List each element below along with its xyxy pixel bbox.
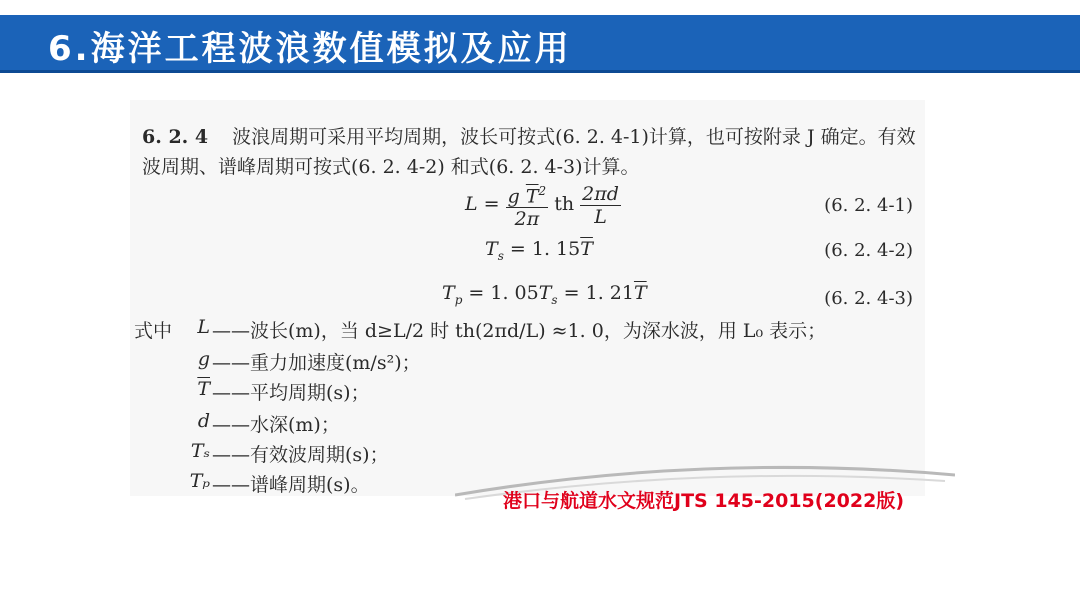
def-text-g: ——重力加速度(m/s²)； <box>212 352 421 374</box>
source-caption: 港口与航道水文规范JTS 145-2015(2022版) <box>503 490 905 512</box>
def-symbol-g: g <box>197 348 210 370</box>
scanned-document <box>130 100 925 496</box>
slide-title: 6.海洋工程波浪数值模拟及应用 <box>48 29 572 69</box>
equation-2: $T_s = 1$. $15\overline{T}$ <box>485 238 593 263</box>
eq1-fraction-2 <box>580 183 621 228</box>
paragraph-line-2: 波周期、谱峰周期可按式(6. 2. 4-2) 和式(6. 2. 4-3)计算。 <box>142 156 640 178</box>
clause-number: 6. 2. 4 <box>142 126 209 148</box>
eq1-num2: 2πd <box>582 182 619 205</box>
equation-2-number: (6. 2. 4-2) <box>824 240 913 261</box>
eq2-text: = 1. 15 <box>509 238 581 260</box>
where-label: 式中 <box>134 320 173 342</box>
eq1-fraction-1: $\frac{g \overline{T}^2}{2\pi}$ <box>506 180 549 230</box>
eq3-text-a: = 1. 05 <box>468 282 539 304</box>
def-symbol-d: d <box>197 410 210 432</box>
def-symbol-T: $\overline{T}$ <box>197 378 210 400</box>
eq1-den1: 2π <box>514 208 540 231</box>
eq1-den2: L <box>594 205 607 228</box>
eq1-num1-T: $\overline{T}$ <box>525 185 539 208</box>
eq3-text-b: = 1. 21 <box>563 282 634 304</box>
def-text-d: ——水深(m)； <box>212 414 340 436</box>
def-text-L: ——波长(m)，当 d≥L/2 时 th(2πd/L) ≈1. 0，为深水波，用 L₀ 表示； <box>212 320 827 342</box>
equation-1-number: (6. 2. 4-1) <box>824 195 913 216</box>
equation-3: $T_p = 1$. $05T_s = 1$. $21\overline{T}$ <box>442 282 647 307</box>
def-symbol-Ts: Tₛ <box>190 440 210 462</box>
equation-3-number: (6. 2. 4-3) <box>824 288 913 309</box>
equation-1 <box>465 180 621 230</box>
def-text-Tp: ——谱峰周期(s)。 <box>212 474 370 496</box>
def-text-T: ——平均周期(s)； <box>212 382 370 404</box>
eq1-th: th <box>554 193 575 216</box>
paragraph-text-1: 波浪周期可采用平均周期，波长可按式(6. 2. 4-1)计算，也可按附录 J 确定。有效 <box>232 126 916 148</box>
eq1-num1-g: g <box>507 185 520 208</box>
paragraph-line-1 <box>142 122 916 149</box>
eq1-lhs: L = <box>465 193 506 216</box>
def-symbol-L: L <box>197 316 210 338</box>
def-text-Ts: ——有效波周期(s)； <box>212 444 389 466</box>
def-symbol-Tp: Tₚ <box>189 470 210 492</box>
title-bar <box>0 15 1080 73</box>
